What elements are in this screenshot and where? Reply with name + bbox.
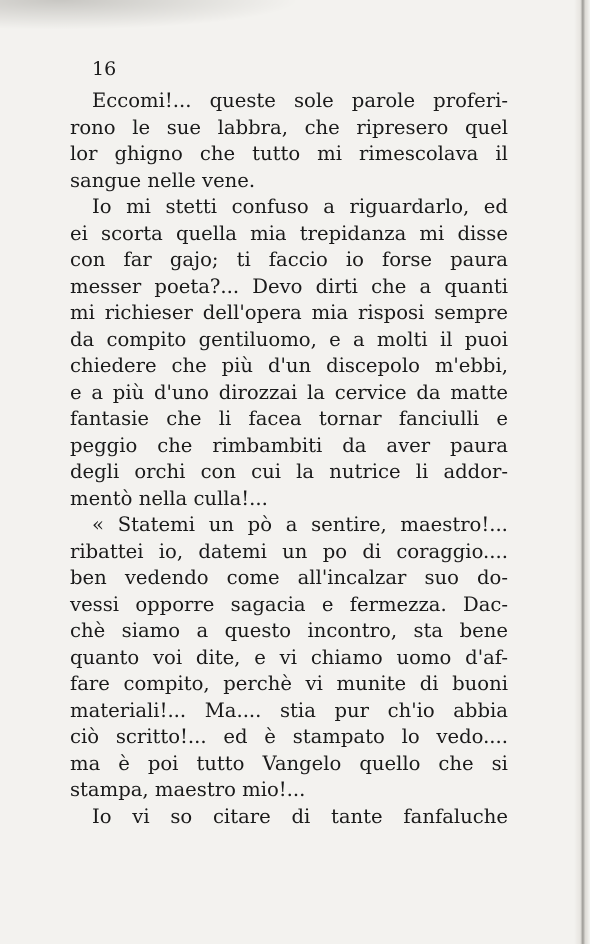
- text-line: stampa, maestro mio!...: [70, 778, 306, 801]
- text-line: ciò scritto!... ed è stampato lo vedo....: [70, 725, 508, 748]
- page-smudge: [0, 0, 300, 30]
- text-line: sangue nelle vene.: [70, 168, 256, 192]
- text-line: ben vedendo come all'incalzar suo do-: [70, 566, 508, 589]
- text-line: rono le sue labbra, che ripresero quel: [70, 115, 508, 139]
- text-line: peggio che rimbambiti da aver paura: [70, 433, 508, 457]
- text-line: messer poeta?... Devo dirti che a quanti: [70, 274, 508, 298]
- text-line: fare compito, perchè vi munite di buoni: [70, 672, 508, 695]
- text-line: ma è poi tutto Vangelo quello che si: [70, 751, 508, 775]
- text-line: quanto voi dite, e vi chiamo uomo d'af-: [70, 645, 508, 669]
- text-line: Io vi so citare di tante fanfaluche: [92, 804, 508, 828]
- text-line: chè siamo a questo incontro, sta bene: [70, 619, 508, 642]
- text-line: ribattei io, datemi un po di coraggio....: [70, 539, 508, 563]
- text-line: chiedere che più d'un discepolo m'ebbi,: [70, 354, 508, 377]
- text-line: e a più d'uno dirozzai la cervice da matte: [70, 380, 508, 404]
- text-line: lor ghigno che tutto mi rimescolava il: [70, 142, 508, 165]
- text-line: Io mi stetti confuso a riguardarlo, ed: [92, 195, 508, 218]
- text-line: ei scorta quella mia trepidanza mi disse: [70, 221, 508, 245]
- text-line: vessi opporre sagacia e fermezza. Dac-: [70, 592, 508, 616]
- text-line: mi richieser dell'opera mia risposi sempre: [70, 301, 508, 324]
- text-line: degli orchi con cui la nutrice li addor-: [70, 460, 508, 483]
- body-text: [70, 88, 508, 830]
- text-line: materiali!... Ma.... stia pur ch'io abbia: [70, 698, 508, 722]
- page-number: 16: [92, 58, 117, 80]
- text-line: fantasie che li facea tornar fanciulli e: [70, 407, 508, 430]
- text-line: mentò nella culla!...: [70, 486, 268, 510]
- text-line: con far gajo; ti faccio io forse paura: [70, 248, 508, 271]
- text-line: Eccomi!... queste sole parole proferi-: [92, 89, 508, 112]
- text-line: « Statemi un pò a sentire, maestro!...: [92, 513, 508, 536]
- page-edge: [574, 0, 590, 944]
- text-line: da compito gentiluomo, e a molti il puoi: [70, 327, 508, 351]
